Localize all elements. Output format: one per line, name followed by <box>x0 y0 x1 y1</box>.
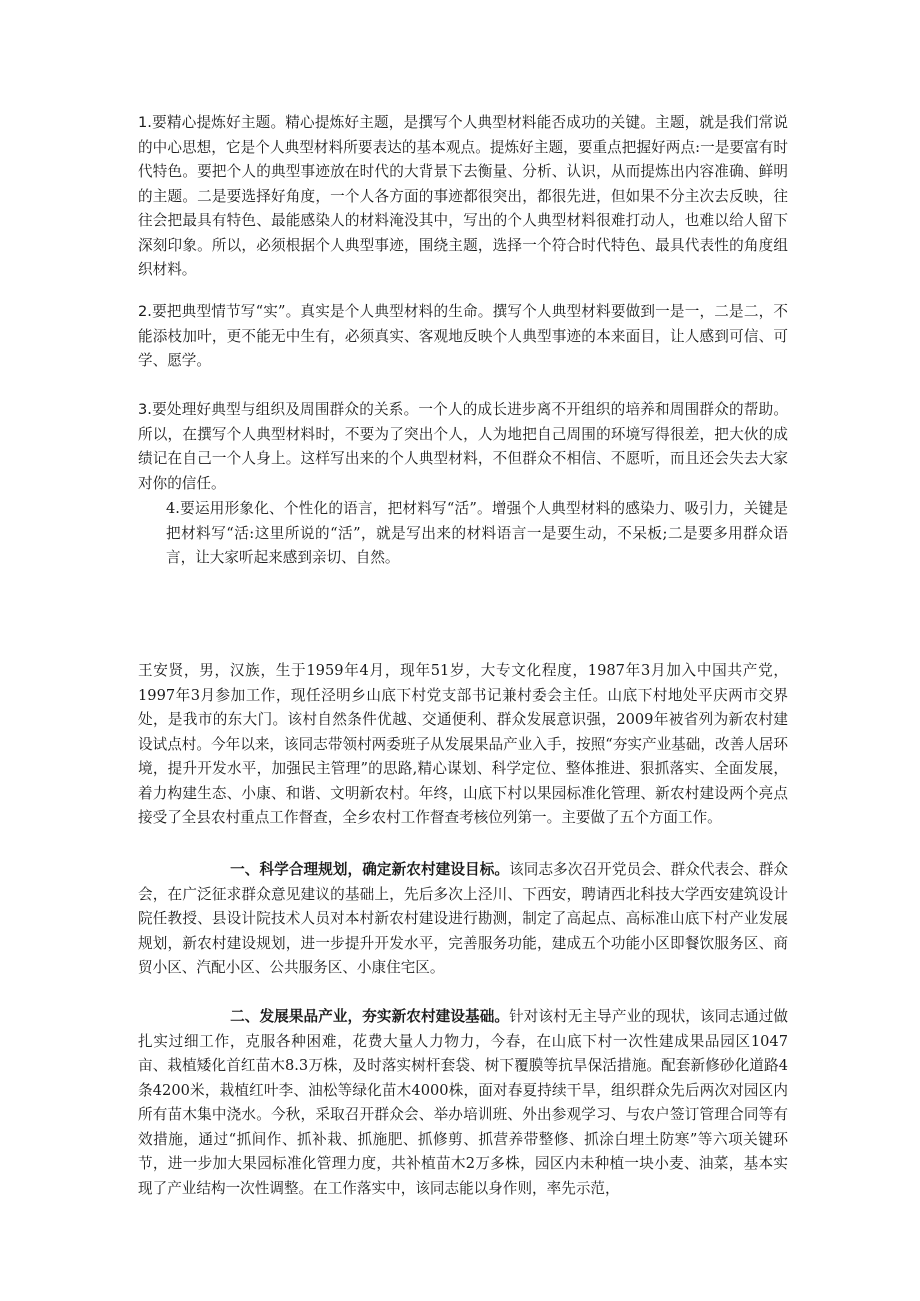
item-number: 3 <box>138 401 148 418</box>
profile-section-2 <box>138 1005 788 1201</box>
profile-intro <box>138 659 788 831</box>
section-heading: 二、发展果品产业，夯实新农村建设基础。 <box>230 1008 510 1025</box>
item-number: 2 <box>138 303 148 320</box>
paragraph-text: 王安贤，男，汉族，生于1959年4月，现年51岁，大专文化程度，1987年3月加入中国共产党，1997年3月参加工作，现任泾明乡山底下村党支部书记兼村委会主任。山底下村地处平庆两市交界处，是我市的东大门。该村自然条件优越、交通便利、群众发展意识强，2009年被省列为新农村建设试点村。今年以来，该同志带领村两委班子从发展果品产业入手，按照“夯实产业基础，改善人居环境，提升开发水平，加强民主管理”的思路,精心谋划、科学定位、整体推进、狠抓落实、全面发展，着力构建生态、小康、和谐、文明新农村。年终，山底下村以果园标准化管理、新农村建设两个亮点接受了全县农村重点工作督查，全乡农村工作督查考核位列第一。主要做了五个方面工作。 <box>138 662 788 826</box>
paragraph-text: 针对该村无主导产业的现状，该同志通过做扎实过细工作，克服各种困难，花费大量人力物力，今春，在山底下村一次性建成果品园区1047亩、栽植矮化首红苗木8.3万株，及时落实树杆套袋、树下覆膜等抗旱保活措施。配套新修砂化道路4条4200米，栽植红叶李、油松等绿化苗木4000株，面对春夏持续干旱，组织群众先后两次对园区内所有苗木集中浇水。今秋，采取召开群众会、举办培训班、外出参观学习、与农户签订管理合同等有效措施，通过“抓间作、抓补栽、抓施肥、抓修剪、抓营养带整修、抓涂白埋土防寒”等六项关键环节，进一步加大果园标准化管理力度，共补植苗木2万多株，园区内未种植一块小麦、油菜，基本实现了产业结构一次性调整。在工作落实中，该同志能以身作则，率先示范， <box>138 1008 788 1197</box>
paragraph-text: 该同志多次召开党员会、群众代表会、群众会，在广泛征求群众意见建议的基础上，先后多次上泾川、下西安，聘请西北科技大学西安建筑设计院任教授、县设计院技术人员对本村新农村建设进行勘测，制定了高起点、高标准山底下村产业发展规划，新农村建设规划，进一步提升开发水平，完善服务功能，建成五个功能小区即餐饮服务区、商贸小区、汽配小区、公共服务区、小康住宅区。 <box>138 861 788 976</box>
profile-section-1 <box>138 858 788 981</box>
paragraph-text: 4.要运用形象化、个性化的语言，把材料写“活”。增强个人典型材料的感染力、吸引力，关键是把材料写“活:这里所说的“活”，就是写出来的材料语言一是要生动，不呆板;二是要多用群众语言，让大家听起来感到亲切、自然。 <box>166 500 788 566</box>
paragraph-4 <box>138 497 788 571</box>
paragraph-text: .要处理好典型与组织及周围群众的关系。一个人的成长进步离不开组织的培养和周围群众的帮助。所以，在撰写个人典型材料时，不要为了突出个人，人为地把自己周围的环境写得很差，把大伙的成绩记在自己一个人身上。这样写出来的个人典型材料，不但群众不相信、不愿听，而且还会失去大家对你的信任。 <box>138 401 788 492</box>
section-heading: 一、科学合理规划，确定新农村建设目标。 <box>230 861 510 878</box>
paragraph-1 <box>138 111 788 283</box>
item-number: 1 <box>138 114 148 131</box>
paragraph-text: .要把典型情节写“实”。真实是个人典型材料的生命。撰写个人典型材料要做到一是一，二是二，不能添枝加叶，更不能无中生有，必须真实、客观地反映个人典型事迹的本来面目，让人感到可信、可学、愿学。 <box>138 303 788 369</box>
paragraph-3 <box>138 398 788 496</box>
paragraph-2 <box>138 300 788 374</box>
paragraph-text: .要精心提炼好主题。精心提炼好主题，是撰写个人典型材料能否成功的关键。主题，就是我们常说的中心思想，它是个人典型材料所要表达的基本观点。提炼好主题，要重点把握好两点:一是要富有时代特色。要把个人的典型事迹放在时代的大背景下去衡量、分析、认识，从而提炼出内容准确、鲜明的主题。二是要选择好角度，一个人各方面的事迹都很突出，都很先进，但如果不分主次去反映，往往会把最具有特色、最能感染人的材料淹没其中，写出的个人典型材料很难打动人，也难以给人留下深刻印象。所以，必须根据个人典型事迹，围绕主题，选择一个符合时代特色、最具代表性的角度组织材料。 <box>138 114 788 278</box>
